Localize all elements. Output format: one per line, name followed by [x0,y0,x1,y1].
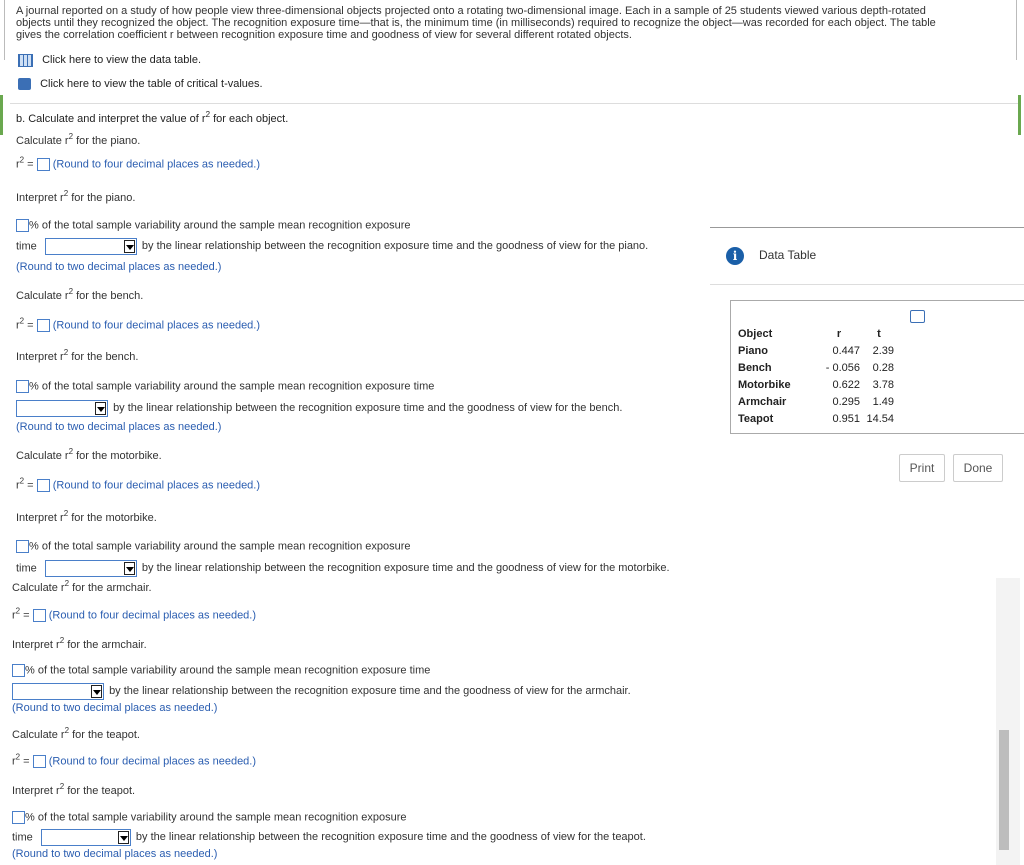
r2-bench-input[interactable] [37,319,50,332]
interpret-motorbike-label: Interpret $r^2$ for the motorbike. [16,509,157,524]
r2-teapot-row: $r^2$ = (Round to four decimal places as needed.) [12,752,257,768]
data-table [738,325,894,427]
header-r: r [836,327,842,340]
r2-armchair-input[interactable] [33,609,46,622]
round2-piano: (Round to two decimal places as needed.) [16,261,222,273]
data-table-link[interactable]: Click here to view the data table. [18,54,201,67]
pct-piano-input[interactable] [16,219,29,232]
pct-teapot-row: % of the total sample variability around the sample mean recognition exposure [12,811,407,824]
calc-motorbike-label: Calculate $r^2$ for the motorbike. [16,447,162,462]
table-row: Armchair 0.295 1.49 [738,395,894,408]
chevron-down-icon [124,562,135,575]
interpret-teapot-label: Interpret $r^2$ for the teapot. [12,782,136,797]
calc-piano-label: Calculate $r^2$ for the piano. [16,132,141,147]
done-button[interactable]: Done [953,454,1003,482]
interpret-armchair-label: Interpret $r^2$ for the armchair. [12,636,147,651]
r2-motorbike-row: $r^2$ = (Round to four decimal places as needed.) [16,476,261,492]
pct-teapot-input[interactable] [12,811,25,824]
piano-explained-dropdown[interactable] [45,238,137,255]
relation-armchair-row: by the linear relationship between the recognition exposure time and the goodness of view for the armchair. [12,683,631,700]
table-row: Teapot 0.951 14.54 [738,412,894,425]
table-row: Motorbike 0.622 3.78 [738,378,894,391]
calc-armchair-label: Calculate $r^2$ for the armchair. [12,579,152,594]
problem-text-line2: objects until they recognized the object. The recognition exposure time—that is, the minimum time (in milliseconds) required to recognize the object—was recorded for each object. The table [16,17,936,29]
scrollbar-thumb[interactable] [999,730,1009,850]
problem-text-line3: gives the correlation coefficient r between recognition exposure time and goodness of view for several different rotated objects. [16,29,632,41]
critical-values-link[interactable]: Click here to view the table of critical t-values. [18,78,263,90]
data-table-popup [710,227,1024,578]
data-table-frame [730,300,1024,434]
round2-armchair: (Round to two decimal places as needed.) [12,702,218,714]
table-header-row [738,325,894,342]
teapot-explained-dropdown[interactable] [41,829,131,846]
r2-bench-row: $r^2$ = (Round to four decimal places as needed.) [16,316,261,332]
chevron-down-icon [124,240,135,253]
header-t: t [877,327,881,340]
pct-bench-row: % of the total sample variability around the sample mean recognition exposure time [16,380,434,393]
grid-icon [18,54,33,67]
r2-armchair-row: $r^2$ = (Round to four decimal places as needed.) [12,606,257,622]
document-icon [18,78,31,90]
round2-teapot: (Round to two decimal places as needed.) [12,848,218,860]
header-object: Object [738,327,773,340]
info-icon: i [726,247,744,265]
table-row: Piano 0.447 2.39 [738,344,894,357]
r2-motorbike-input[interactable] [37,479,50,492]
pct-armchair-input[interactable] [12,664,25,677]
interpret-piano-label: Interpret $r^2$ for the piano. [16,189,136,204]
popup-title: Data Table [759,248,817,262]
calc-bench-label: Calculate $r^2$ for the bench. [16,287,144,302]
table-row: Bench - 0.056 0.28 [738,361,894,374]
r2-teapot-input[interactable] [33,755,46,768]
pct-motorbike-input[interactable] [16,540,29,553]
relation-bench-row: by the linear relationship between the recognition exposure time and the goodness of view for the bench. [16,400,622,417]
pct-piano-row: % of the total sample variability around the sample mean recognition exposure [16,219,411,232]
r2-piano-input[interactable] [37,158,50,171]
popup-header [710,228,1024,285]
calc-teapot-label: Calculate $r^2$ for the teapot. [12,726,140,741]
relation-teapot-row: time by the linear relationship between the recognition exposure time and the goodness of view for the teapot. [12,829,646,846]
part-b-heading: b. Calculate and interpret the value of $r^2$ for each object. [16,110,289,125]
relation-piano-row: time by the linear relationship between the recognition exposure time and the goodness of view for the piano. [16,238,648,255]
problem-text-line1: A journal reported on a study of how people view three-dimensional objects projected onto a rotating two-dimensional image. Each in a sample of 25 students viewed various depth-rotated [16,5,926,17]
chevron-down-icon [118,831,129,844]
r2-piano-row: $r^2$ = (Round to four decimal places as needed.) [16,155,261,171]
interpret-bench-label: Interpret $r^2$ for the bench. [16,348,139,363]
round2-bench: (Round to two decimal places as needed.) [16,421,222,433]
relation-motorbike-row: time by the linear relationship between the recognition exposure time and the goodness of view for the motorbike. [16,560,670,577]
pct-motorbike-row: % of the total sample variability around the sample mean recognition exposure [16,540,411,553]
bench-explained-dropdown[interactable] [16,400,108,417]
print-button[interactable]: Print [899,454,945,482]
chevron-down-icon [91,685,102,698]
chevron-down-icon [95,402,106,415]
motorbike-explained-dropdown[interactable] [45,560,137,577]
pct-armchair-row: % of the total sample variability around the sample mean recognition exposure time [12,664,430,677]
armchair-explained-dropdown[interactable] [12,683,104,700]
pct-bench-input[interactable] [16,380,29,393]
